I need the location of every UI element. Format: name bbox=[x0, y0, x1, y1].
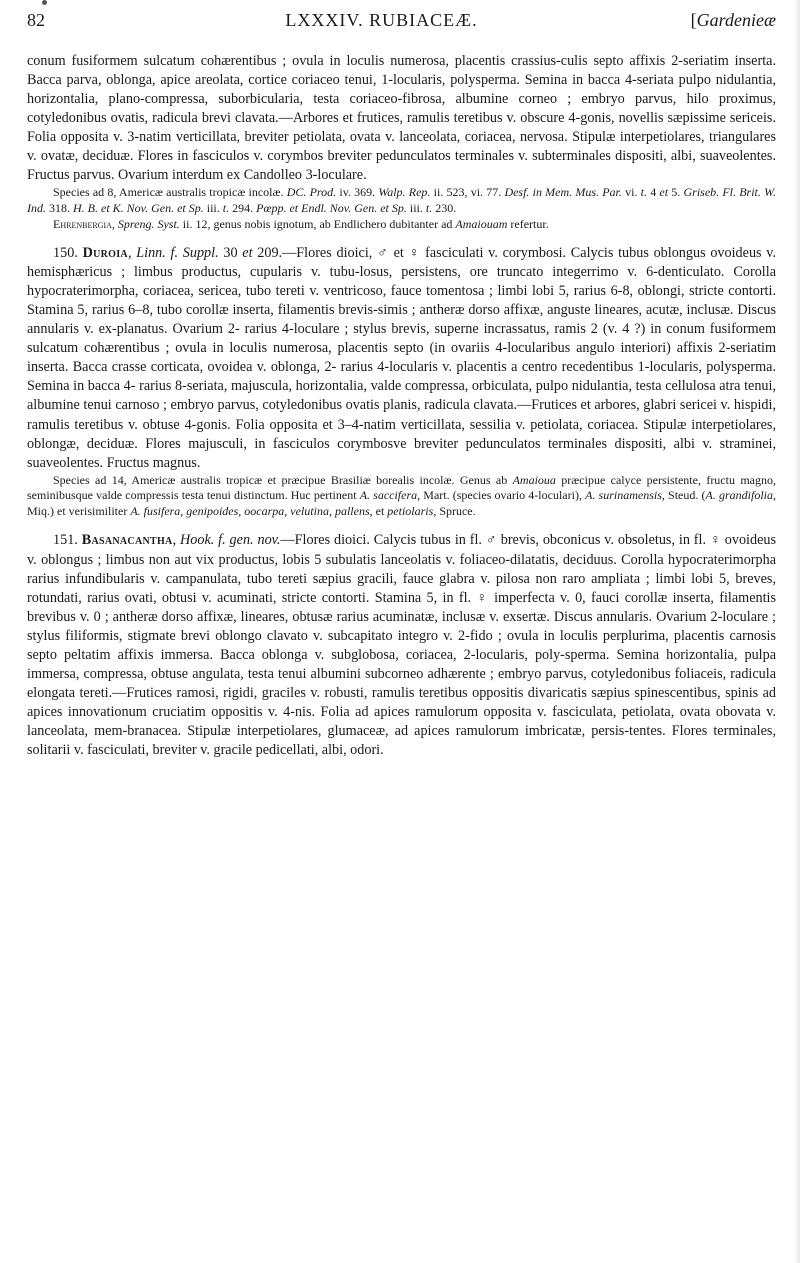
paragraph: Ehrenbergia, Spreng. Syst. ii. 12, genus nobis ignotum, ab Endlichero dubitanter ad Amaiouam refertur. bbox=[53, 216, 549, 231]
paragraph: 150. Duroia, Linn. f. Suppl. 30 et 209.—Flores dioici, ♂ et ♀ fasciculati v. corymbosi. Calycis tubus oblongus ovoideus v. hemisphæricus ; limbus productus, cupularis v. tubu-losus, persistens, ore truncato integerrimo v. 6-denticulato. Corolla hypocraterimorpha, coriacea, sericea, tubo tereti v. ventricoso, fauce tomentosa ; limbi lobi 5, rarius 6-8, oblongi, stricte contorti. Stamina 5, rarius 6–8, tubo corollæ inserta, filamentis brevis-simis ; antheræ dorso affixæ, anguste lineares, acutæ, inclusæ. Discus annularis v. ex-planatus. Ovarium 2- rarius 4-loculare ; stylus brevis, superne incrassatus, ramis 2 (v. 4 ?) in conum fusiformem sulcatum cohærentibus ; ovula in loculis numerosa, placentis septo (in ovariis 4-locularibus angulo interiori) affixis 2-seriatim inserta. Bacca crasse corticata, ovoidea v. oblonga, 2- rarius 4-locularis v. placentis a centro recedentibus 1-locularis, polysperma. Semina in bacca 4- rarius 8-seriata, majuscula, horizontalia, valde compressa, orbiculata, pulpo nidulantia, testa cellulosa atra tenui, albumine tenui carnoso ; embryo parvus, cotyledonibus ovatis planis, radicula clavata.—Frutices et arbores, glabri sericei v. hispidi, ramulis teretibus v. obtuse 4-gonis. Folia opposita et 3–4-natim verticillata, sessilia v. petiolata, coriacea. Stipulæ interpetiolares, oblongæ, deciduæ. Flores majusculi, in fasciculos corymbosve breviter pedunculatos terminales dispositi, albi v. straminei, suaveolentes. Fructus magnus. bbox=[27, 245, 777, 471]
paragraph: 151. Basanacantha, Hook. f. gen. nov.—Flores dioici. Calycis tubus in fl. ♂ brevis, obconicus v. obsoletus, in fl. ♀ ovoideus v. oblongus ; limbus non aut vix productus, lobis 5 subulatis lanceolatis v. foliaceo-dilatatis, deciduus. Corolla hypocraterimorpha rarius infundibularis v. campanulata, tubo tereti sæpius gracili, fauce glabra v. pilosa non raro ampliata ; limbi lobi 5, breves, rotundati, rarius ovati, obtusi v. acuminati, stricte contorti. Stamina 5, in fl. ♀ imperfecta v. 0, fauci corollæ inserta, filamentis brevibus v. 0 ; antheræ dorso affixæ, lineares, obtusæ rarius acuminatæ, inclusæ v. exsertæ. Discus annularis. Ovarium 2-loculare ; stylus filiformis, stigmate brevi oblongo clavato v. subcapitato integro v. 2-fido ; ovula in loculis perplurima, placentis carnosis septo peltatim affixis immersa. Bacca oblonga v. subglobosa, coriacea, 2-locularis, poly-sperma. Semina horizontalia, pulpa immersa, compressa, obtuse angulata, testa tenui albumini subcorneo adhærente ; embryo parvus, cotyledonibus foliaceis, radicula elongata tereti.—Frutices ramosi, rigidi, graciles v. robusti, ramulis teretibus oppositis divaricatis sæpius spinescentibus, spinis ad apices innovationum cruciatim oppositis v. 4-nis. Folia ad apices ramulorum opposita v. fasciculata, petiolata, ovata obovata v. lanceolata, mem-branacea. Stipulæ interpetiolares, glumaceæ, ad apices ramulorum imbricatæ, persis-tentes. Flores terminales, solitarii v. fasciculati, breviter v. gracile pedicellati, albi, odori. bbox=[27, 532, 777, 758]
page-edge bbox=[794, 0, 800, 1263]
margin-dot bbox=[42, 0, 47, 5]
paragraph: conum fusiformem sulcatum cohærentibus ; ovula in loculis numerosa, placentis crassius-culis septo affixis 2-seriatim inserta. Bacca parva, oblonga, apice areolata, cortice coriaceo tenui, 1-locularis, polysperma. Semina in bacca 4-seriata pulpo nidulantia, horizontalia, plano-compressa, suborbicularia, testa coriaceo-fibrosa, albumine corneo ; embryo parvus, hilo proximus, cotyledonibus ovatis, radicula brevi clavata.—Arbores et frutices, ramulis teretibus v. obscure 4-gonis, novellis sæpissime sericeis. Folia opposita v. 3-natim verticillata, breviter petiolata, ovata v. lanceolata, coriacea, nervosa. Stipulæ interpetiolares, triangulares v. ovatæ, deciduæ. Flores in fasciculos v. corymbos breviter pedunculatos terminales v. subterminales dispositi, albi, suaveolentes. Fructus parvus. Ovarium interdum ex Candolleo 3-loculare. bbox=[27, 53, 776, 184]
paragraph: Species ad 14, Americæ australis tropicæ et præcipue Brasiliæ borealis incolæ. Genus ab Amaioua præcipue calyce persistente, fructu magno, seminibusque valde compressis testa tenui distinctum. Huc pertinent A. saccifera, Mart. (species ovario 4-loculari), A. surinamensis, Steud. (A. grandifolia, Miq.) et verisimiliter A. fusifera, genipoides, oocarpa, velutina, pallens, et petiolaris, Spruce. bbox=[27, 472, 776, 518]
paragraph: Species ad 8, Americæ australis tropicæ incolæ. DC. Prod. iv. 369. Walp. Rep. ii. 523, vi. 77. Desf. in Mem. Mus. Par. vi. t. 4 et 5. Griseb. Fl. Brit. W. Ind. 318. H. B. et K. Nov. Gen. et Sp. iii. t. 294. Pœpp. et Endl. Nov. Gen. et Sp. iii. t. 230. bbox=[27, 185, 776, 215]
text-body bbox=[27, 52, 776, 760]
tribe-name: [ Gardenieæ bbox=[626, 10, 776, 31]
chapter-title: LXXXIV. RUBIACEÆ. bbox=[285, 10, 478, 30]
running-header bbox=[27, 10, 776, 46]
page-number: 82 bbox=[27, 10, 45, 30]
